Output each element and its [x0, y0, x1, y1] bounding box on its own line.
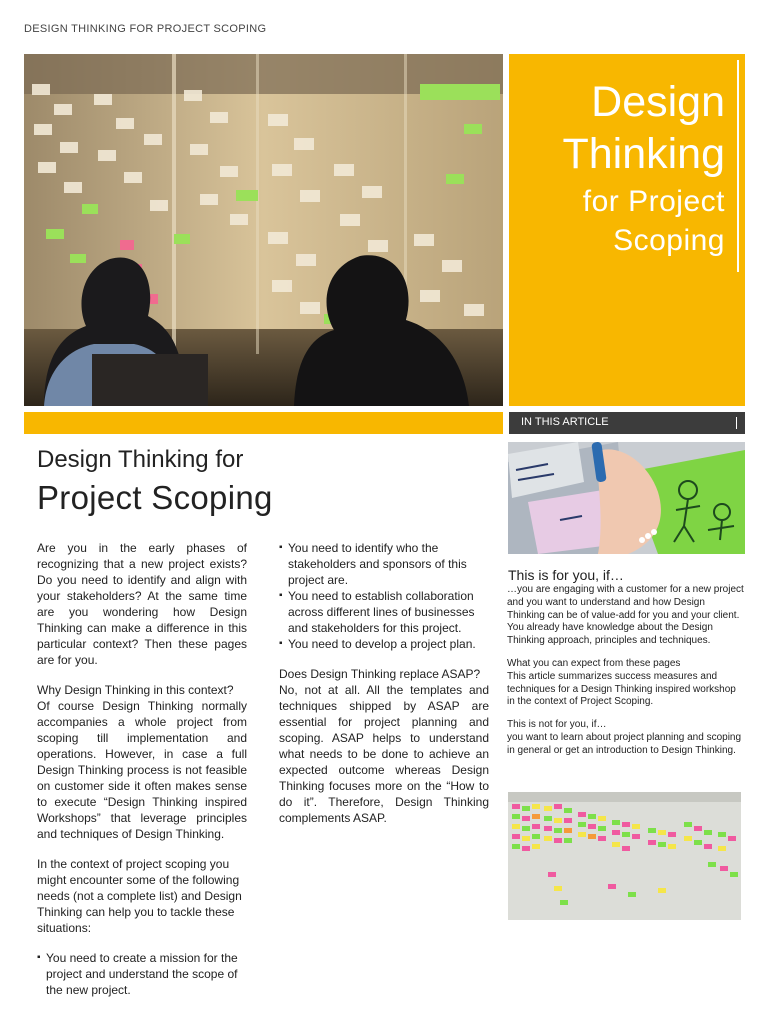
- hero-photo: [24, 54, 503, 406]
- sidebar-subheading-not-for-you: This is not for you, if…: [507, 719, 607, 731]
- context-paragraph: In the context of project scoping you might encounter some of the following needs (not a complete list) and Design Thinking can help you to tackle these situations:: [37, 857, 242, 935]
- sidebar-paragraph-2: [507, 658, 745, 709]
- sidebar-heading: This is for you, if…: [508, 567, 624, 583]
- article-column-2: [279, 540, 489, 840]
- article-column-1: [37, 540, 247, 1012]
- cover-subtitle: [583, 182, 725, 260]
- why-paragraph: [37, 682, 247, 842]
- list-item: ▪ You need to identify who the stakeholders and sponsors of this project are.: [279, 540, 489, 588]
- sidebar-paragraph-1: …you are engaging with a customer for a new project and you want to understand and how Design Thinking can be of value-add for you and your client. You already have knowledge about the Design Thinking approach, principles and techniques.: [507, 584, 744, 647]
- list-item: ▪ You need to establish collaboration across different lines of businesses and stakeholders for this project.: [279, 588, 489, 636]
- cover-title-line1: Design: [591, 78, 725, 126]
- title-box: [509, 54, 745, 406]
- needs-list-continued: [279, 540, 489, 652]
- sidebar-expect-body: This article summarizes success measures and techniques for a Design Thinking inspired workshop in the context of Project Scoping.: [507, 670, 736, 708]
- in-this-article-divider: [736, 417, 737, 429]
- cover-subtitle-line2: Scoping: [613, 224, 725, 257]
- title-box-rule: [737, 60, 739, 272]
- accent-bar: [24, 412, 503, 434]
- list-item: ▪ You need to develop a project plan.: [279, 636, 489, 652]
- article-title-line2: Project Scoping: [37, 479, 273, 516]
- sidebar-photo-sticky-wall: [508, 792, 741, 920]
- sidebar-subheading-expect: What you can expect from these pages: [507, 657, 681, 669]
- article-title-line1: Design Thinking for: [37, 446, 244, 473]
- in-this-article-bar: [509, 412, 745, 434]
- sidebar-text: [507, 584, 745, 768]
- intro-paragraph: Are you in the early phases of recognizing that a new project exists? Do you need to identify and align with your stakeholders? At the same time are you wondering how Design Thinking can make a difference in this particular context? Then these pages are for you.: [37, 541, 247, 667]
- cover-subtitle-line1: for Project: [582, 185, 725, 218]
- sidebar-not-for-you-body: you want to learn about project planning and scoping in general or get an introduction to Design Thinking.: [507, 731, 742, 756]
- asap-heading: Does Design Thinking replace ASAP?: [279, 667, 481, 681]
- asap-paragraph: [279, 666, 489, 826]
- needs-list: [37, 950, 247, 998]
- sidebar-photo-writing: [508, 442, 745, 554]
- cover-title-line2: Thinking: [562, 130, 725, 179]
- in-this-article-label: IN THIS ARTICLE: [521, 416, 609, 428]
- list-item: ▪ You need to create a mission for the project and understand the scope of the new project.: [37, 950, 247, 998]
- asap-body: No, not at all. All the templates and techniques shipped by ASAP are essential for project planning and scoping. ASAP helps to understand what needs to be done to achieve an expected outcome whereas Design Thinking focuses more on the “How to do it”. Therefore, Design Thinking complements ASAP.: [279, 683, 489, 825]
- cover-title: [562, 76, 725, 181]
- why-heading: Why Design Thinking in this context?: [37, 683, 234, 697]
- why-body: Of course Design Thinking normally accompanies a whole project from scoping till implementation and operations. However, in case a full Design Thinking process is not feasible on customer side it often makes sense to execute “Design Thinking inspired Workshops” that leverage principles and techniques of Design Thinking.: [37, 699, 247, 841]
- running-head: DESIGN THINKING FOR PROJECT SCOPING: [24, 23, 267, 35]
- sidebar-paragraph-3: [507, 719, 745, 757]
